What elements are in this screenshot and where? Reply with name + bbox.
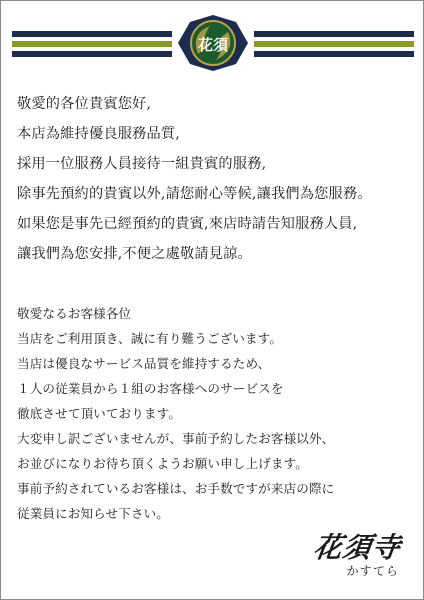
olive-stripe	[12, 41, 172, 47]
signature-kana: かすてら	[346, 564, 399, 578]
notice-line: 大変申し訳ございませんが、事前予約したお客様以外、	[17, 431, 335, 446]
notice-line: 除事先預約的貴賓以外,請您耐心等候,讓我們為您服務。	[17, 186, 372, 202]
notice-line: 讓我們為您安排,不便之處敬請見諒。	[17, 246, 252, 262]
navy-stripe	[12, 51, 172, 57]
logo-text: 花須	[197, 36, 229, 54]
notice-line: 徹底させて頂いております。	[17, 406, 182, 421]
notice-line: 敬愛的各位貴賓您好,	[17, 96, 152, 112]
notice-line: 本店為維持優良服務品質,	[17, 126, 180, 142]
notice-line: 採用一位服務人員接待一組貴賓的服務,	[17, 156, 267, 172]
notice-line: 当店は優良なサービス品質を維持するため、	[17, 356, 271, 371]
notice-line: 如果您是事先已經預約的貴賓,來店時請告知服務人員,	[17, 216, 358, 232]
notice-line: 事前予約されているお客様は、お手数ですが来店の際に	[17, 481, 335, 496]
shop-signature	[281, 526, 404, 586]
shop-logo	[176, 14, 250, 72]
notice-line: 当店をご利用頂き、誠に有り難うございます。	[17, 331, 283, 346]
signature-name: 花須寺	[311, 531, 404, 564]
navy-stripe	[12, 31, 172, 37]
olive-stripe	[254, 41, 414, 47]
notice-line: 従業員にお知らせ下さい。	[17, 506, 169, 521]
header-stripes-right	[254, 31, 414, 61]
notice-line: お並びになりお待ち頂くようお願い申し上げます。	[17, 456, 308, 471]
notice-japanese	[17, 301, 415, 526]
notice-line: １人の従業員から１組のお客様へのサービスを	[17, 381, 284, 396]
notice-line: 敬愛なるお客様各位	[17, 306, 132, 321]
navy-stripe	[254, 31, 414, 37]
navy-stripe	[254, 51, 414, 57]
header-stripes-left	[12, 31, 172, 61]
notice-chinese	[17, 89, 415, 269]
